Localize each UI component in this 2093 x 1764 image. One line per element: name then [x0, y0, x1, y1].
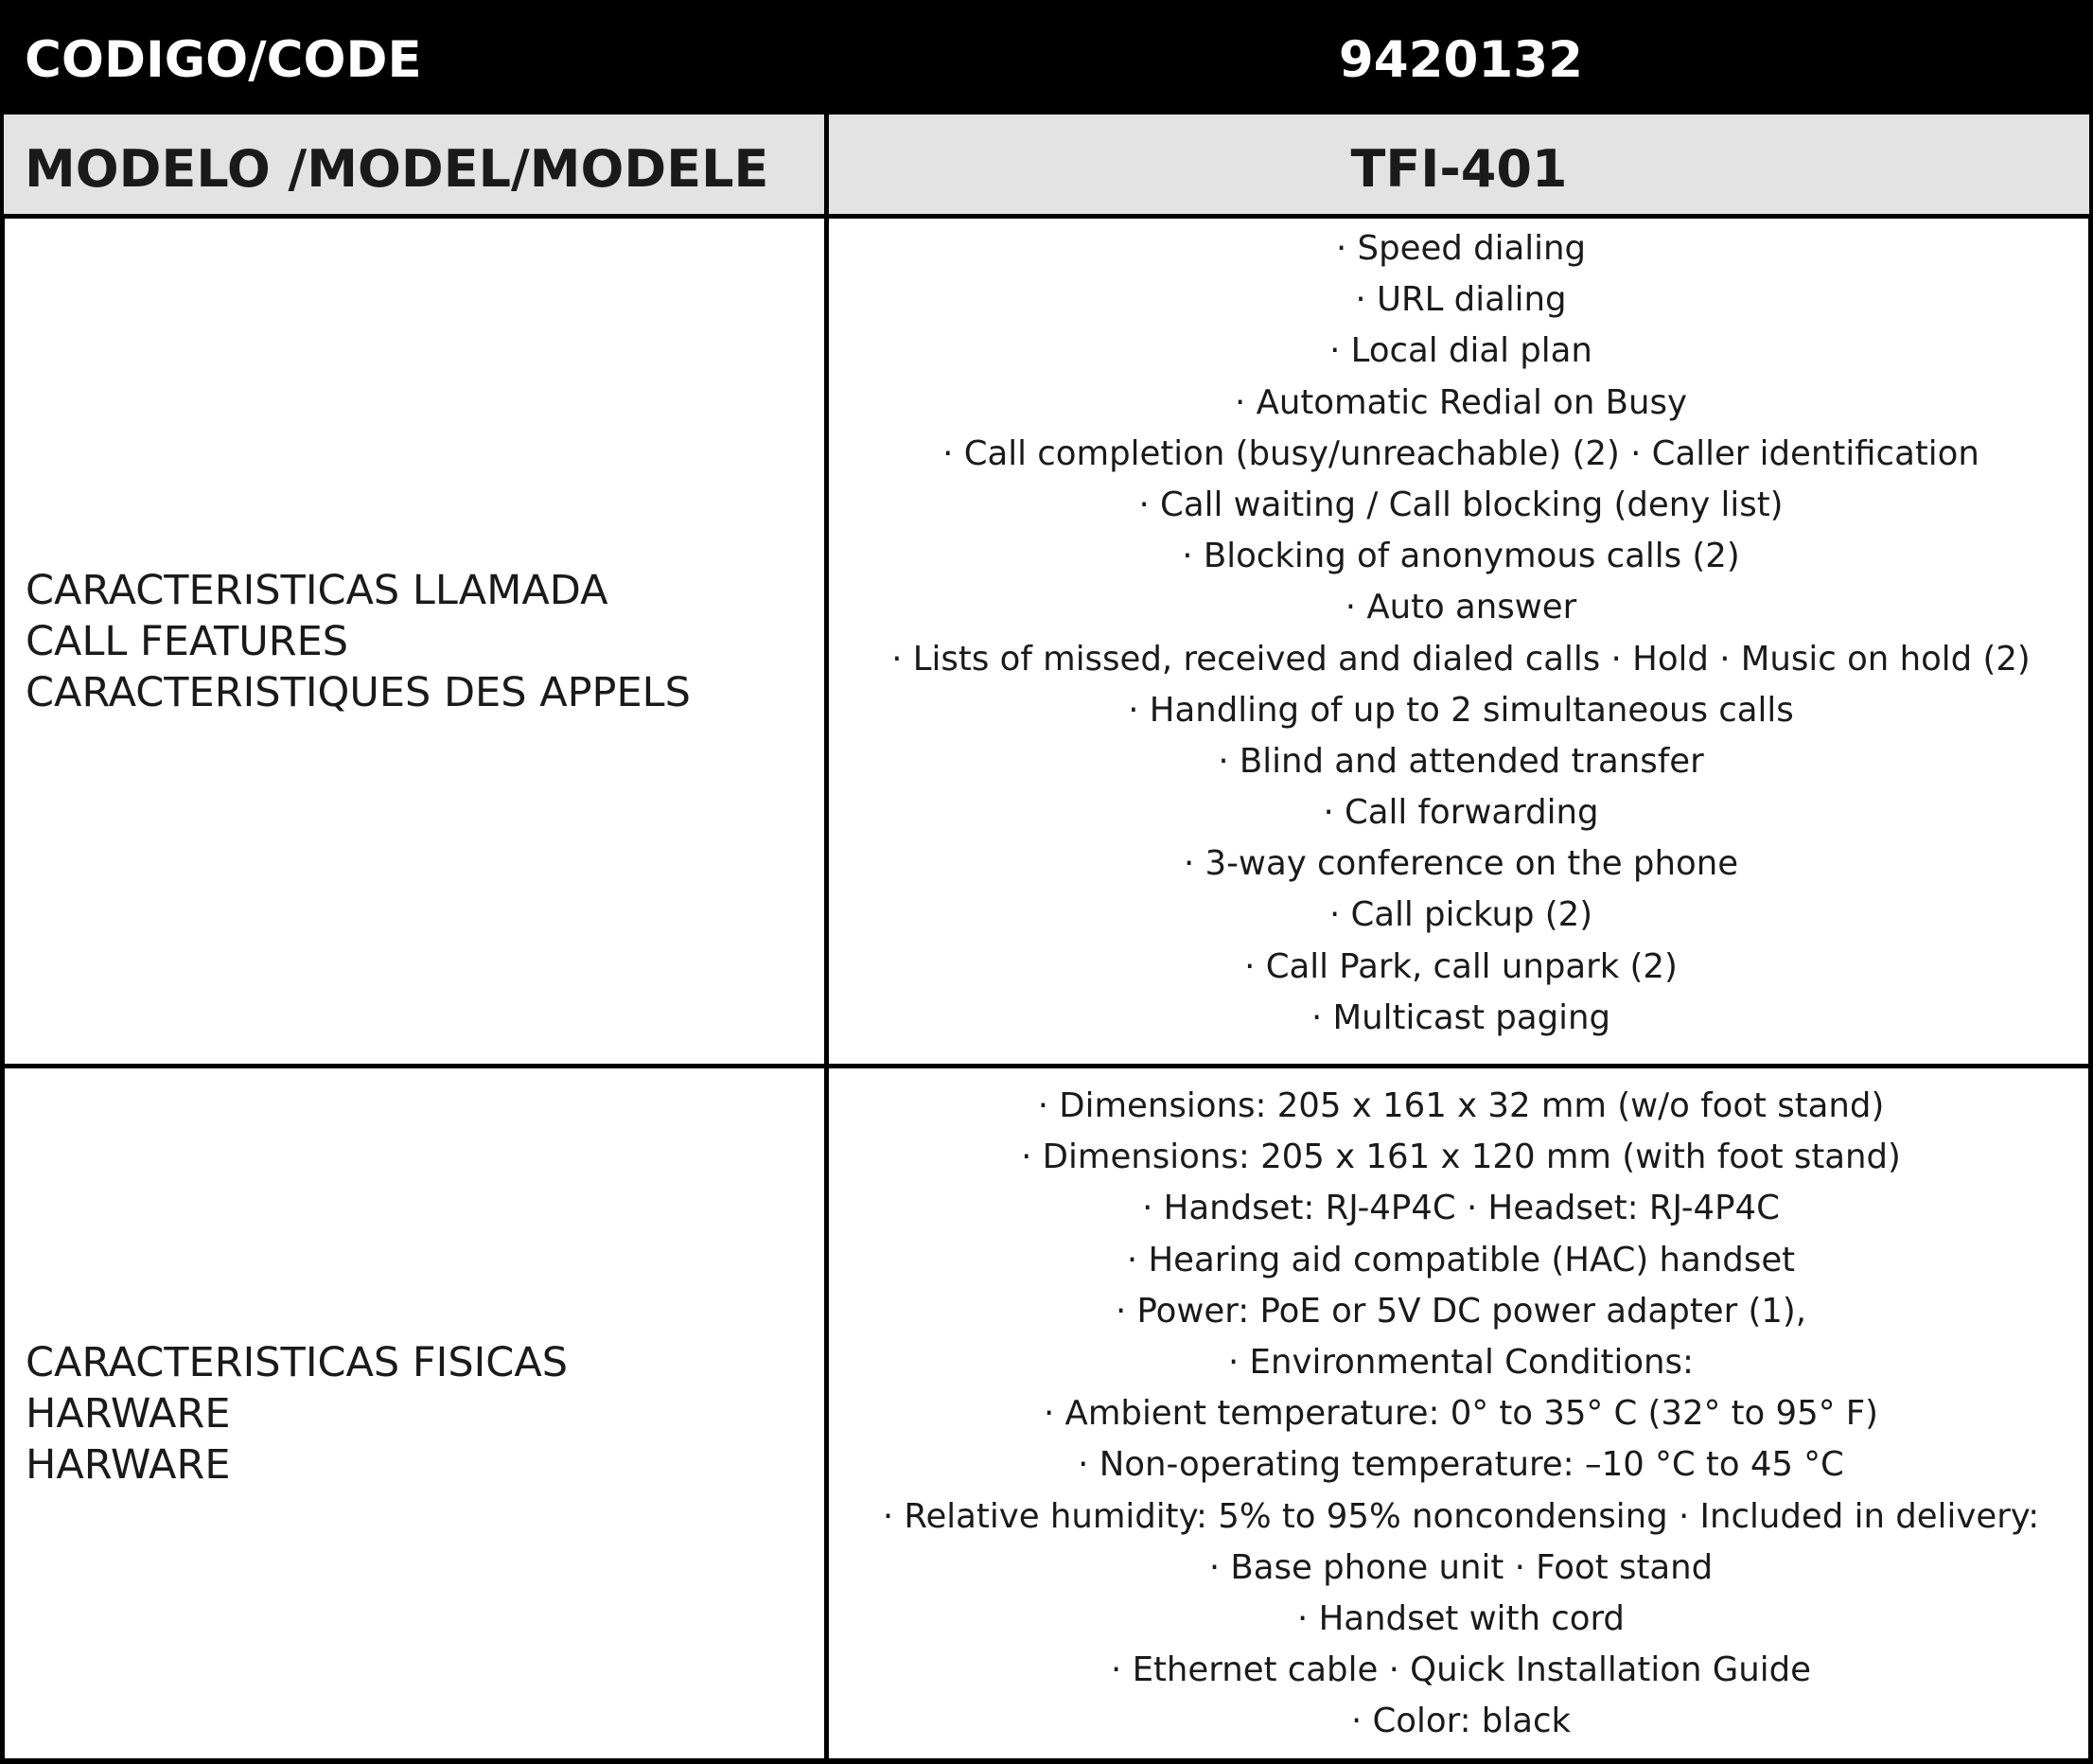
list-item: · Non-operating temperature: –10 °C to 45 °C — [1078, 1445, 1844, 1485]
list-item: · Speed dialing — [1335, 229, 1587, 268]
list-item: · Ambient temperature: 0° to 35° C (32° to 95° F) — [1043, 1394, 1879, 1434]
list-item: · Color: black — [1350, 1702, 1572, 1741]
column-divider — [824, 115, 829, 1764]
list-item: · Hearing aid compatible (HAC) handset — [1126, 1240, 1796, 1279]
list-item: · Call waiting / Call blocking (deny list) — [1138, 485, 1784, 524]
list-item: · Dimensions: 205 x 161 x 32 mm (w/o foot stand) — [1037, 1086, 1885, 1125]
hardware-label-es: CARACTERISTICAS FISICAS — [26, 1338, 569, 1386]
list-item: · Relative humidity: 5% to 95% noncondensing · Included in delivery: — [882, 1496, 2040, 1536]
hardware-list — [834, 1081, 2088, 1747]
call-features-label — [26, 219, 820, 1064]
list-item: · 3-way conference on the phone — [1183, 844, 1739, 884]
list-item: · Call pickup (2) — [1328, 895, 1593, 935]
list-item: · Lists of missed, received and dialed calls · Hold · Music on hold (2) — [891, 639, 2031, 679]
model-value: TFI-401 — [1350, 139, 1568, 199]
hardware-row — [0, 1068, 2093, 1764]
call-features-label-en: CALL FEATURES — [26, 617, 349, 665]
list-item: · URL dialing — [1355, 280, 1567, 320]
list-item: · Blocking of anonymous calls (2) — [1182, 537, 1740, 576]
hardware-label-fr: HARWARE — [26, 1440, 231, 1489]
model-row — [0, 115, 2093, 219]
code-row — [0, 0, 2093, 115]
list-item: · Handset: RJ-4P4C · Headset: RJ-4P4C — [1142, 1189, 1780, 1228]
list-item: · Power: PoE or 5V DC power adapter (1), — [1115, 1291, 1807, 1331]
list-item: · Local dial plan — [1329, 331, 1592, 371]
list-item: · Handset with cord — [1297, 1598, 1625, 1638]
code-label: CODIGO/CODE — [25, 31, 422, 89]
call-features-row — [0, 219, 2093, 1068]
model-label: MODELO /MODEL/MODELE — [25, 139, 769, 199]
call-features-list — [834, 223, 2088, 1044]
list-item: · Handling of up to 2 simultaneous calls — [1128, 690, 1794, 730]
list-item: · Call completion (busy/unreachable) (2) · Caller identification — [942, 433, 1979, 473]
list-item: · Auto answer — [1345, 588, 1577, 627]
list-item: · Environmental Conditions: — [1227, 1342, 1694, 1382]
list-item: · Blind and attended transfer — [1218, 741, 1704, 781]
call-features-label-fr: CARACTERISTIQUES DES APPELS — [26, 668, 691, 716]
list-item: · Call Park, call unpark (2) — [1244, 946, 1678, 986]
list-item: · Multicast paging — [1310, 997, 1611, 1037]
list-item: · Call forwarding — [1323, 793, 1599, 833]
hardware-label — [26, 1068, 820, 1758]
list-item: · Base phone unit · Foot stand — [1208, 1547, 1714, 1587]
list-item: · Automatic Redial on Busy — [1235, 382, 1687, 422]
code-value: 9420132 — [1338, 31, 1584, 89]
call-features-label-es: CARACTERISTICAS LLAMADA — [26, 566, 608, 614]
hardware-label-en: HARWARE — [26, 1389, 231, 1438]
list-item: · Ethernet cable · Quick Installation Guide — [1111, 1650, 1811, 1690]
list-item: · Dimensions: 205 x 161 x 120 mm (with foot stand) — [1021, 1138, 1901, 1177]
